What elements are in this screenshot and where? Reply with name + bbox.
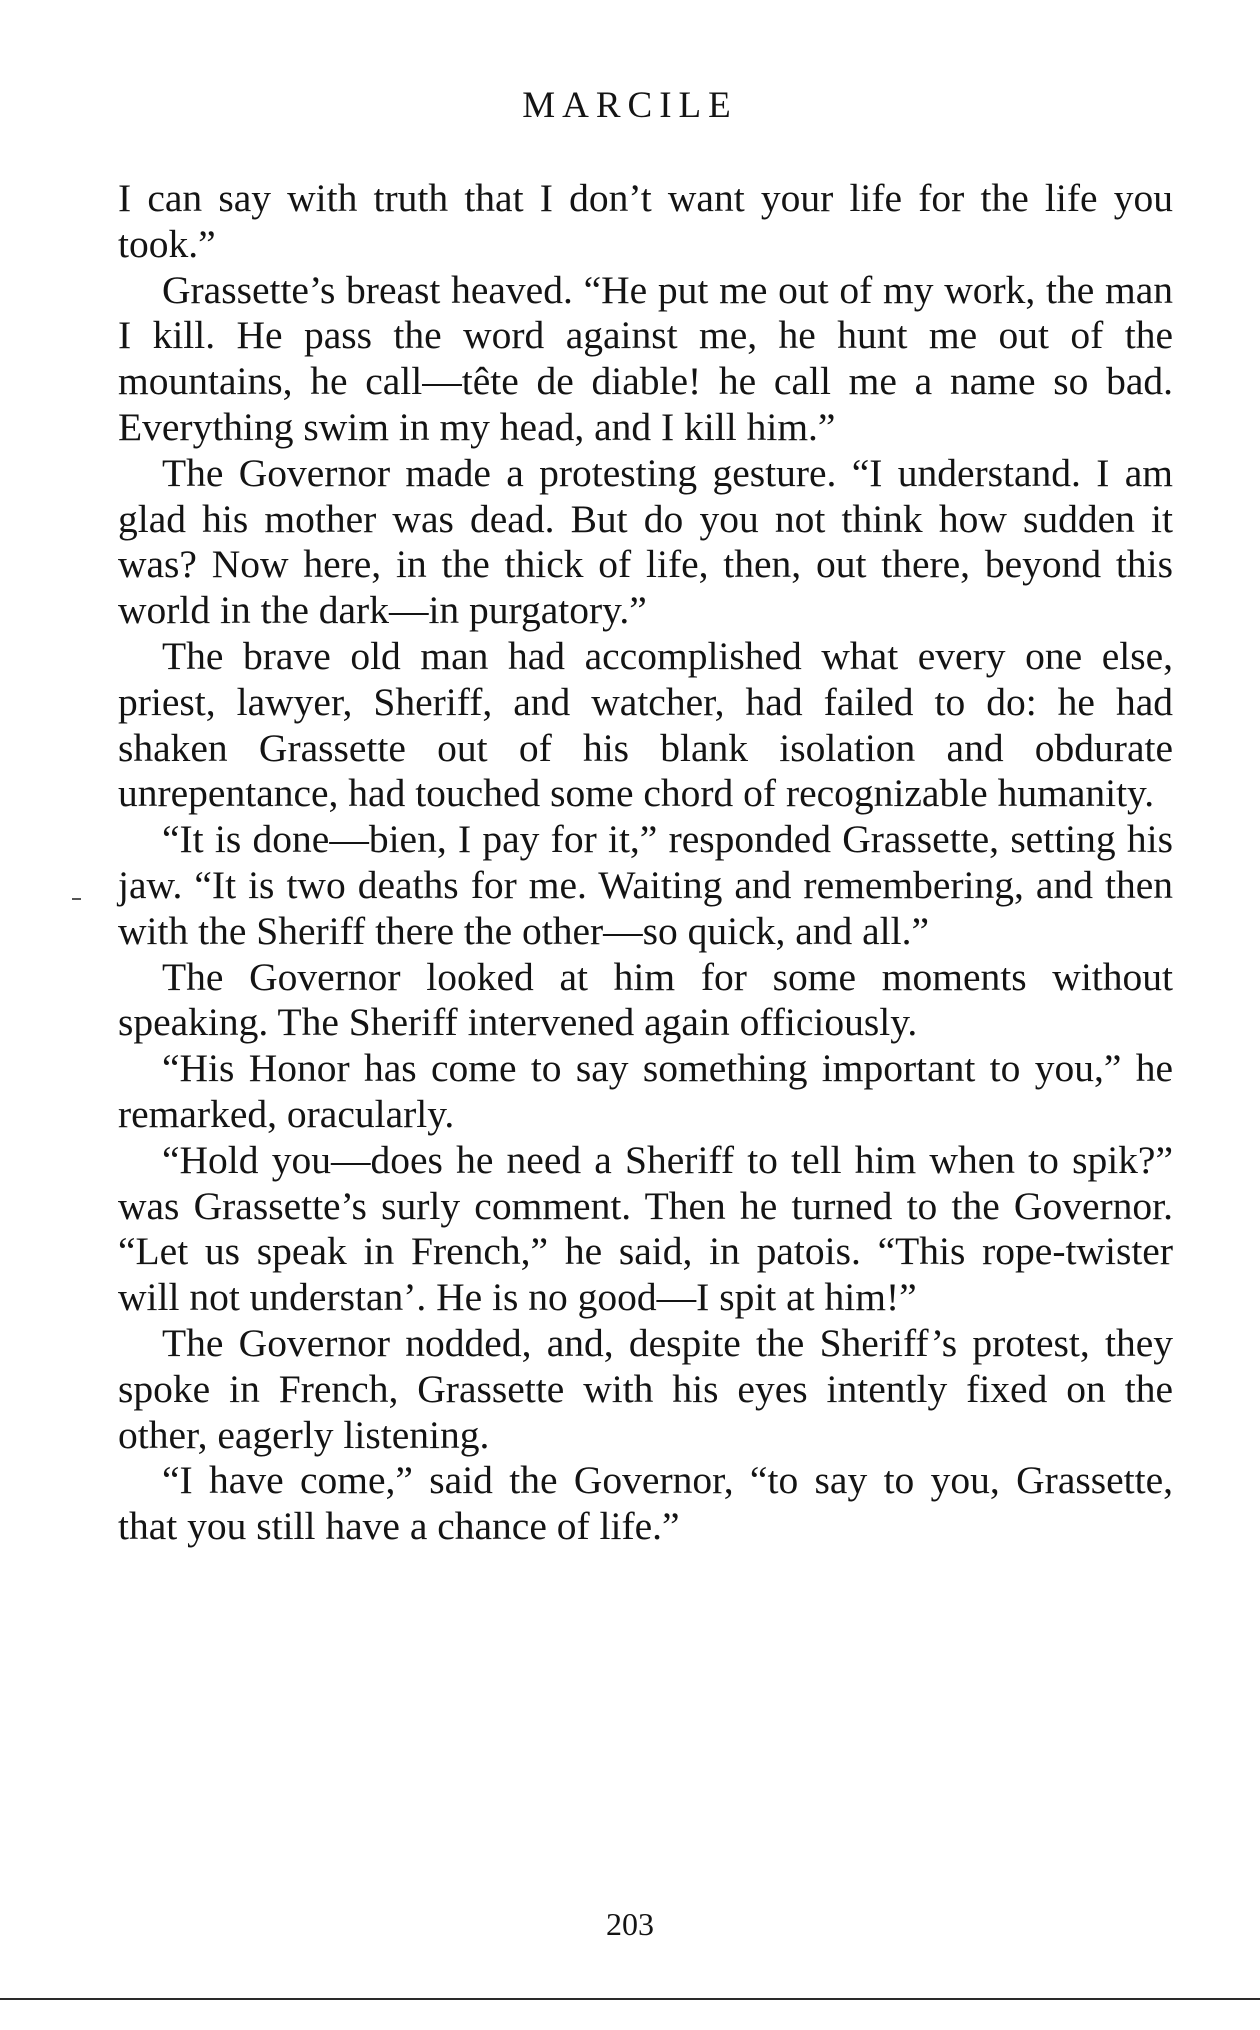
paragraph-3: The Governor made a protesting gesture. “I understand. I am glad his mother was dead. But do you not think how sudden it was? Now here, in the thick of life, then, out there, beyond this world in the dark—in purgatory.” [118,450,1173,633]
paragraph-9: The Governor nodded, and, despite the Sheriff’s protest, they spoke in French, Grassette with his eyes intently fixed on the other, eagerly listening. [118,1320,1173,1457]
paragraph-2: Grassette’s breast heaved. “He put me out of my work, the man I kill. He pass the word against me, he hunt me out of the mountains, he call—tête de diable! he call me a name so bad. Everything swim in my head, and I kill him.” [118,267,1173,449]
body-text [118,176,1173,1550]
page-number: 203 [606,1906,654,1942]
margin-mark [72,898,81,900]
bottom-rule [0,1998,1260,2000]
paragraph-8: “Hold you—does he need a Sheriff to tell him when to spik?” was Grassette’s surly comment. Then he turned to the Governor. “Let us speak in French,” he said, in patois. “This rope-twister will not understan’. He is no good—I spit at him!” [118,1137,1173,1320]
running-title: MARCILE [522,85,738,126]
paragraph-6: The Governor looked at him for some moments without speaking. The Sheriff intervened again officiously. [118,954,1173,1045]
paragraph-10: “I have come,” said the Governor, “to say to you, Grassette, that you still have a chance of life.” [118,1458,1173,1549]
paragraph-4: The brave old man had accomplished what every one else, priest, lawyer, Sheriff, and watcher, had failed to do: he had shaken Grassette out of his blank isolation and obdurate unrepentance, had touched some chord of recognizable humanity. [118,633,1173,816]
paragraph-7: “His Honor has come to say something important to you,” he remarked, oracularly. [118,1046,1173,1136]
paragraph-5: “It is done—bien, I pay for it,” responded Grassette, setting his jaw. “It is two deaths for me. Waiting and remembering, and then with the Sheriff there the other—so quick, and all.” [118,817,1173,953]
paragraph-1: I can say with truth that I don’t want your life for the life you took.” [118,176,1173,266]
